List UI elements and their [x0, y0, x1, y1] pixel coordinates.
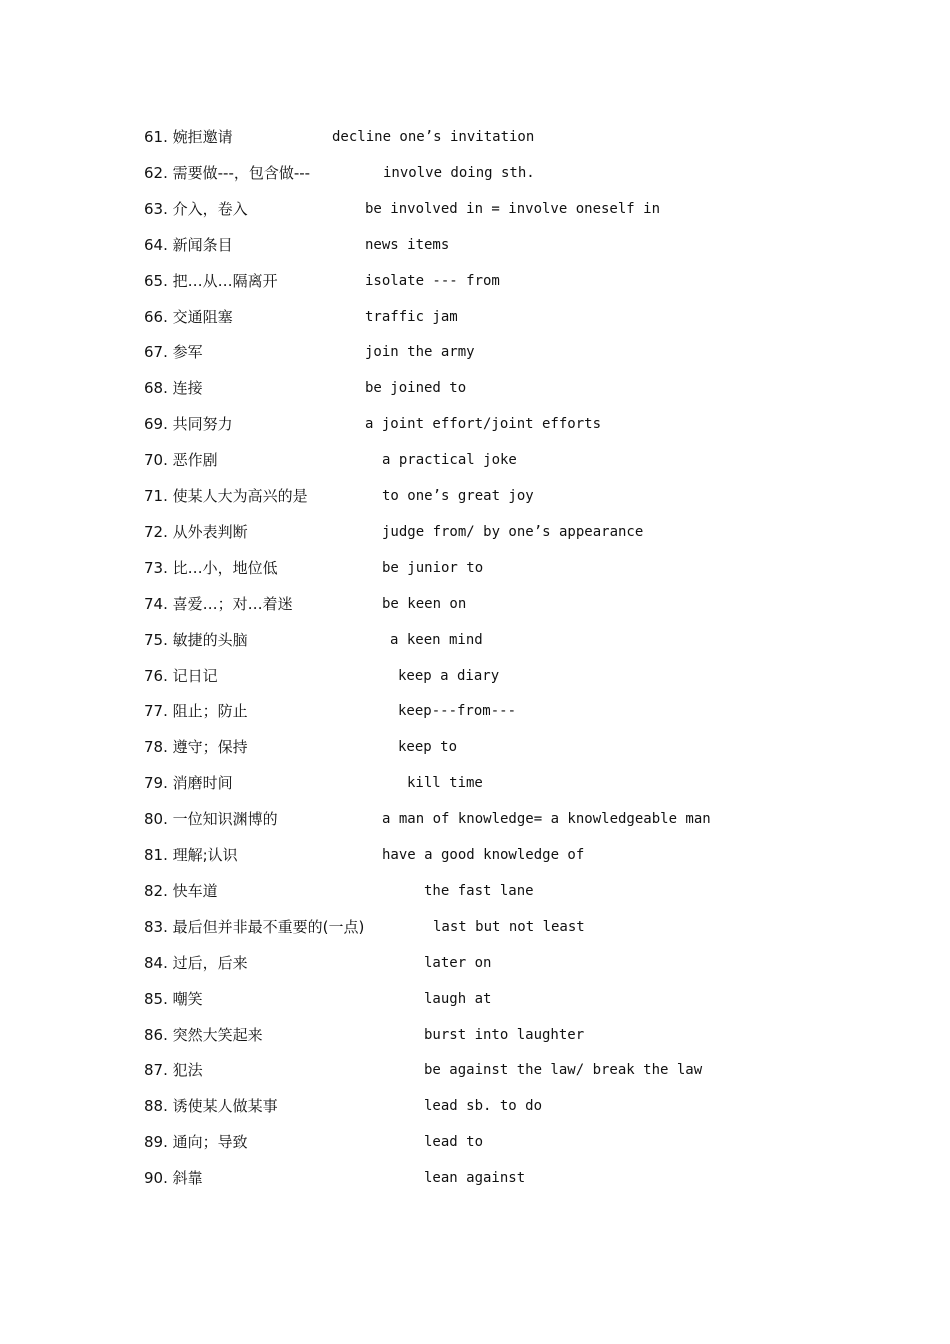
english-phrase: later on	[424, 955, 492, 971]
chinese-meaning: 85. 嘲笑	[144, 990, 203, 1008]
chinese-meaning: 80. 一位知识渊博的	[144, 810, 278, 828]
english-phrase: decline one’s invitation	[332, 129, 535, 145]
phrase-entry	[0, 666, 950, 702]
chinese-meaning: 72. 从外表判断	[144, 523, 248, 541]
chinese-meaning: 90. 斜靠	[144, 1169, 203, 1187]
chinese-meaning: 77. 阻止；防止	[144, 702, 248, 720]
phrase-entry	[0, 630, 950, 666]
english-phrase: keep---from---	[398, 703, 517, 719]
english-phrase: a joint effort/joint efforts	[365, 416, 602, 432]
phrase-entry	[0, 558, 950, 594]
chinese-meaning: 73. 比…小，地位低	[144, 559, 278, 577]
english-phrase: a practical joke	[382, 452, 517, 468]
phrase-entry	[0, 199, 950, 235]
english-phrase: be junior to	[382, 560, 484, 576]
english-phrase: a man of knowledge= a knowledgeable man	[382, 811, 711, 827]
english-phrase: lead to	[424, 1134, 484, 1150]
phrase-entry	[0, 1096, 950, 1132]
phrase-entry	[0, 127, 950, 163]
chinese-meaning: 63. 介入，卷入	[144, 200, 248, 218]
phrase-entry	[0, 773, 950, 809]
chinese-meaning: 61. 婉拒邀请	[144, 128, 233, 146]
chinese-meaning: 84. 过后，后来	[144, 954, 248, 972]
phrase-entry	[0, 594, 950, 630]
english-phrase: laugh at	[424, 991, 492, 1007]
english-phrase: kill time	[407, 775, 483, 791]
chinese-meaning: 81. 理解;认识	[144, 846, 238, 864]
english-phrase: be joined to	[365, 380, 467, 396]
chinese-meaning: 86. 突然大笑起来	[144, 1026, 263, 1044]
english-phrase: be against the law/ break the law	[424, 1062, 703, 1078]
chinese-meaning: 76. 记日记	[144, 667, 218, 685]
phrase-entry	[0, 414, 950, 450]
english-phrase: keep to	[398, 739, 458, 755]
phrase-entry	[0, 342, 950, 378]
english-phrase: to one’s great joy	[382, 488, 534, 504]
chinese-meaning: 78. 遵守；保持	[144, 738, 248, 756]
phrase-entry	[0, 1132, 950, 1168]
phrase-entry	[0, 450, 950, 486]
chinese-meaning: 71. 使某人大为高兴的是	[144, 487, 308, 505]
chinese-meaning: 67. 参军	[144, 343, 203, 361]
english-phrase: be involved in = involve oneself in	[365, 201, 661, 217]
phrase-entry	[0, 737, 950, 773]
phrase-entry	[0, 1168, 950, 1204]
phrase-entry	[0, 917, 950, 953]
english-phrase: judge from/ by one’s appearance	[382, 524, 644, 540]
phrase-entry	[0, 953, 950, 989]
chinese-meaning: 75. 敏捷的头脑	[144, 631, 248, 649]
english-phrase: a keen mind	[390, 632, 483, 648]
phrase-entry	[0, 163, 950, 199]
chinese-meaning: 64. 新闻条目	[144, 236, 233, 254]
chinese-meaning: 68. 连接	[144, 379, 203, 397]
english-phrase: have a good knowledge of	[382, 847, 585, 863]
phrase-entry	[0, 989, 950, 1025]
chinese-meaning: 82. 快车道	[144, 882, 218, 900]
english-phrase: last but not least	[433, 919, 585, 935]
chinese-meaning: 62. 需要做---，包含做---	[144, 164, 311, 182]
phrase-entry	[0, 271, 950, 307]
chinese-meaning: 70. 恶作剧	[144, 451, 218, 469]
english-phrase: join the army	[365, 344, 475, 360]
chinese-meaning: 66. 交通阻塞	[144, 308, 233, 326]
phrase-entry	[0, 486, 950, 522]
chinese-meaning: 79. 消磨时间	[144, 774, 233, 792]
phrase-entry	[0, 845, 950, 881]
english-phrase: news items	[365, 237, 450, 253]
chinese-meaning: 88. 诱使某人做某事	[144, 1097, 278, 1115]
english-phrase: be keen on	[382, 596, 467, 612]
chinese-meaning: 87. 犯法	[144, 1061, 203, 1079]
english-phrase: the fast lane	[424, 883, 534, 899]
phrase-entry	[0, 1025, 950, 1061]
chinese-meaning: 89. 通向；导致	[144, 1133, 248, 1151]
chinese-meaning: 65. 把…从…隔离开	[144, 272, 278, 290]
english-phrase: burst into laughter	[424, 1027, 585, 1043]
phrase-entry	[0, 522, 950, 558]
phrase-entry	[0, 881, 950, 917]
chinese-meaning: 74. 喜爱…；对…着迷	[144, 595, 293, 613]
english-phrase: lead sb. to do	[424, 1098, 543, 1114]
phrase-entry	[0, 1060, 950, 1096]
english-phrase: traffic jam	[365, 309, 458, 325]
english-phrase: involve doing sth.	[383, 165, 535, 181]
phrase-entry	[0, 307, 950, 343]
phrase-entry	[0, 809, 950, 845]
phrase-entry	[0, 235, 950, 271]
chinese-meaning: 69. 共同努力	[144, 415, 233, 433]
english-phrase: keep a diary	[398, 668, 500, 684]
phrase-entry	[0, 378, 950, 414]
english-phrase: isolate --- from	[365, 273, 500, 289]
english-phrase: lean against	[424, 1170, 526, 1186]
chinese-meaning: 83. 最后但并非最不重要的(一点)	[144, 918, 365, 936]
phrase-entry	[0, 701, 950, 737]
